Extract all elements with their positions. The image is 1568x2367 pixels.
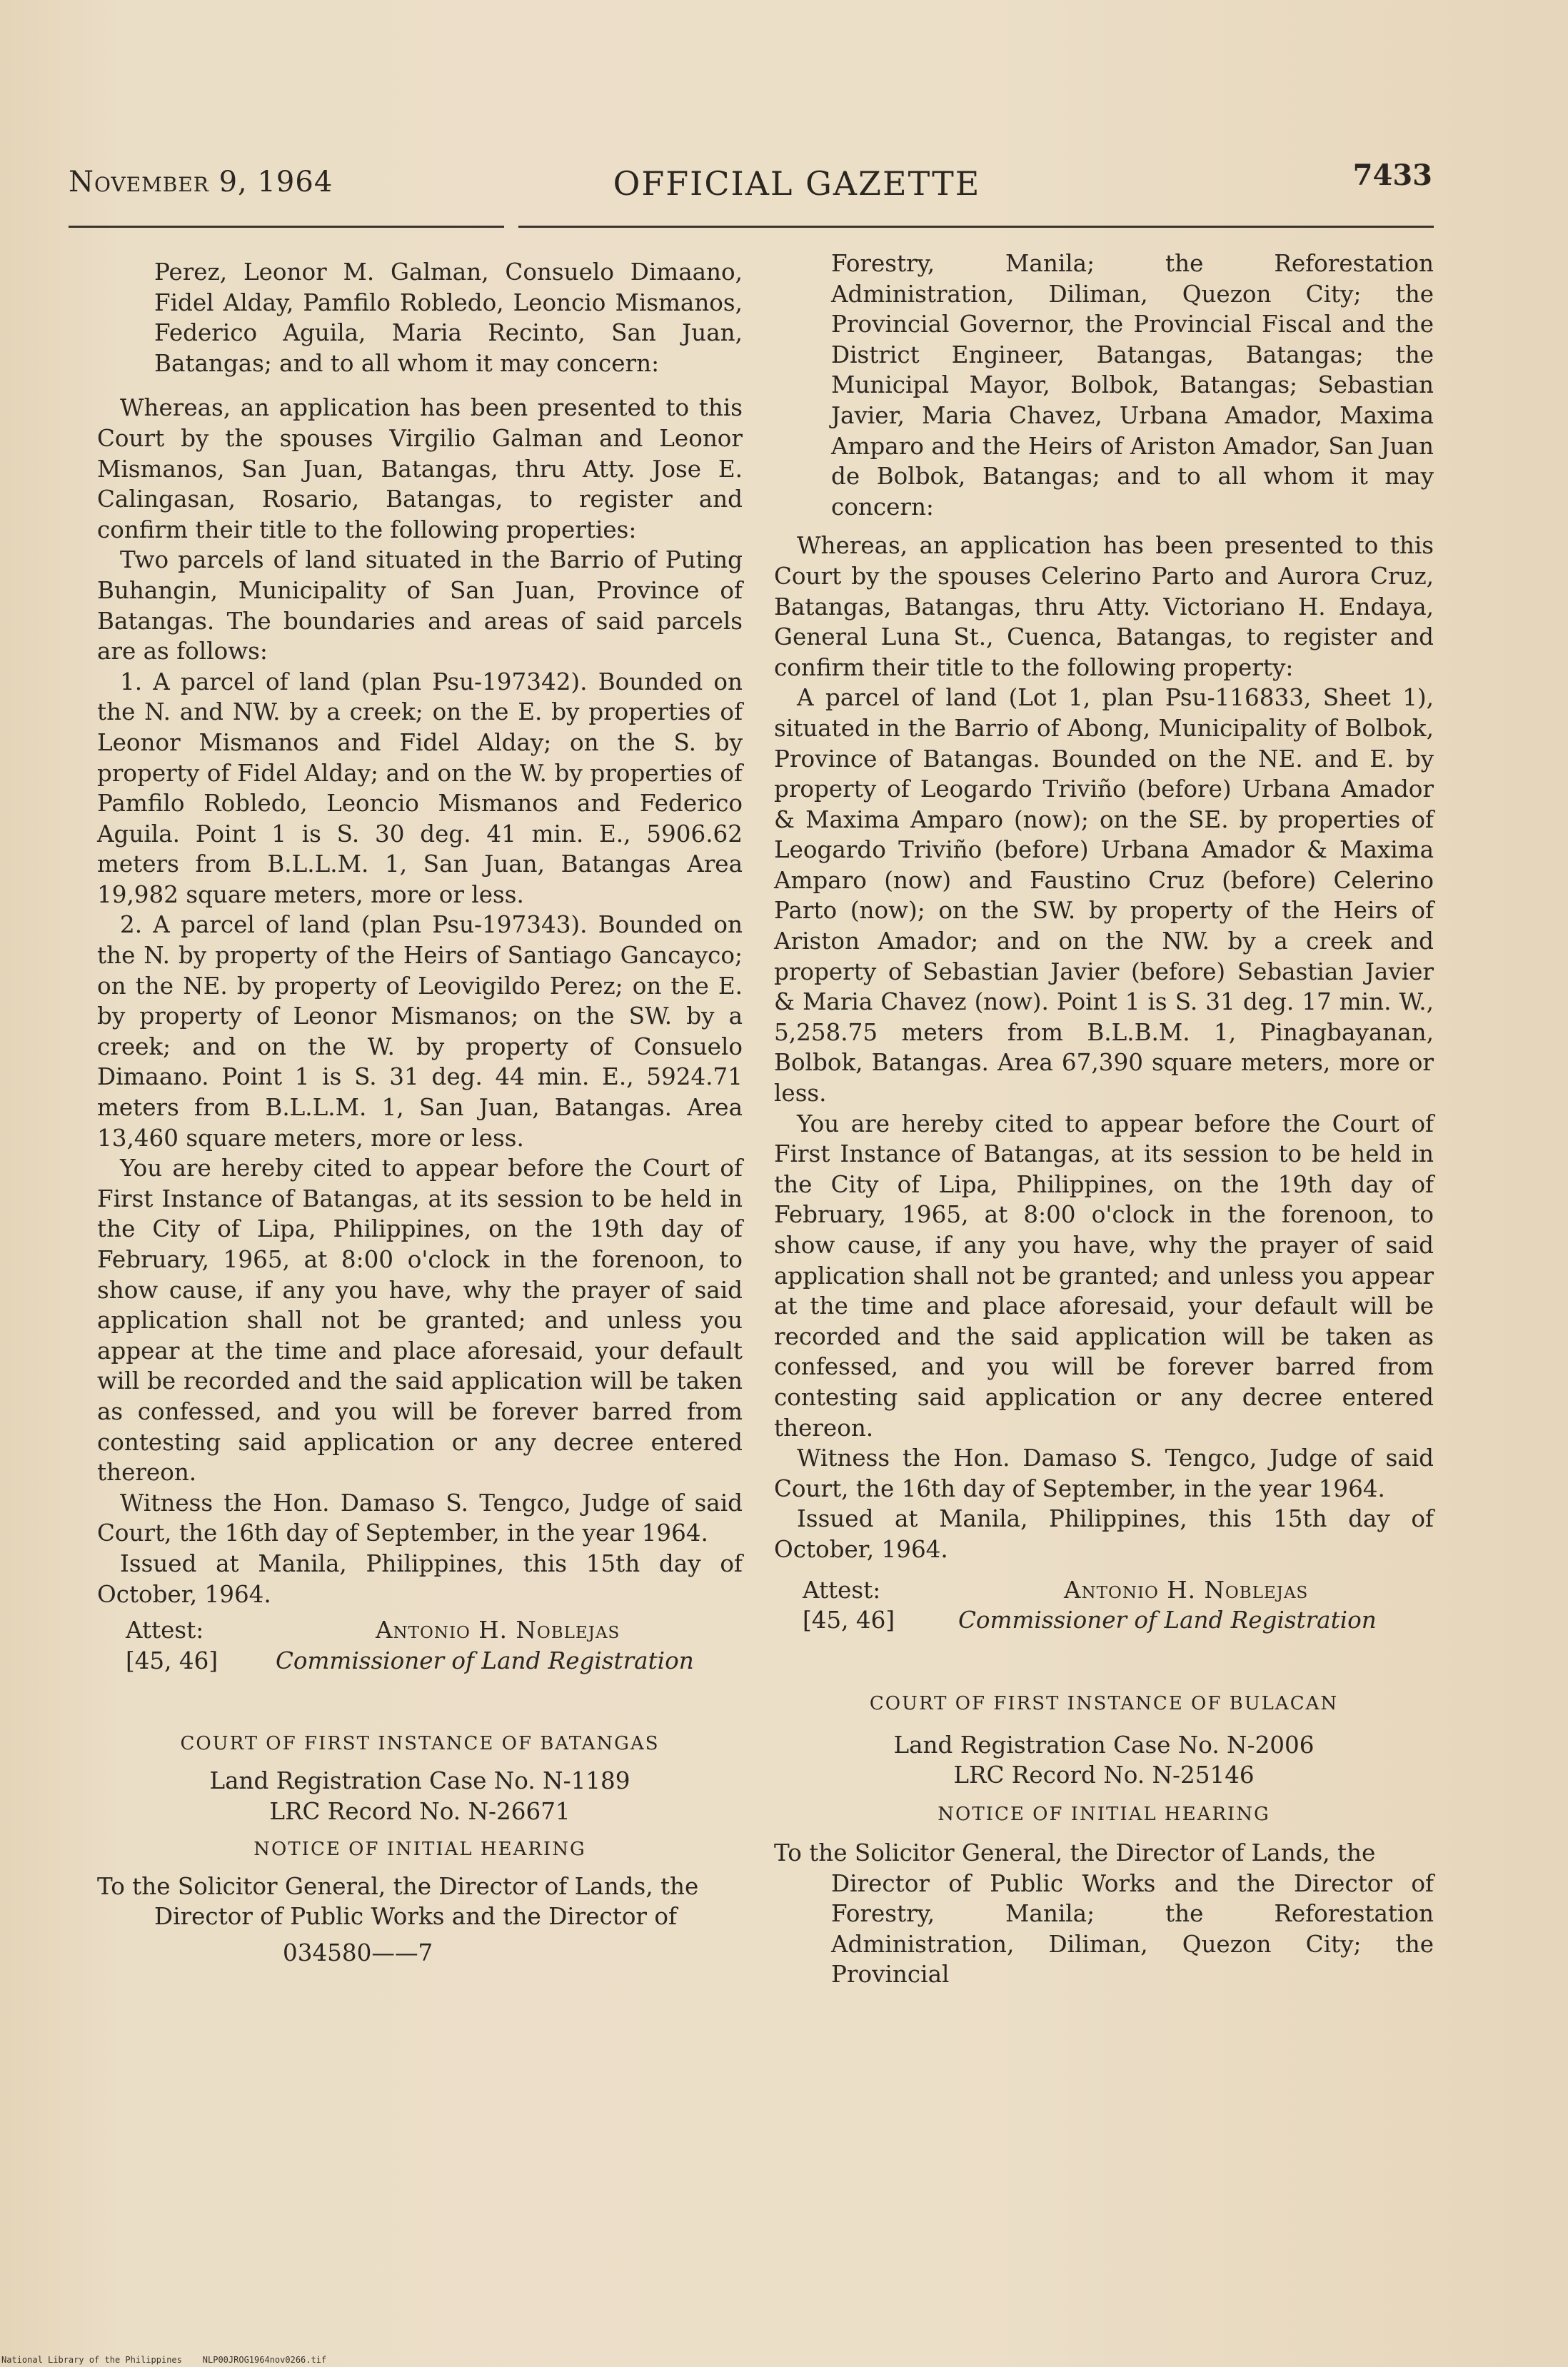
right-attest-name: Antonio H. Noblejas — [1064, 1576, 1309, 1604]
left-court-heading: COURT OF FIRST INSTANCE OF BATANGAS — [180, 1733, 660, 1755]
issue-date: November 9, 1964 — [69, 166, 333, 198]
left-parcel-1: 1. A parcel of land (plan Psu-197342). Bounded on the N. and NW. by a creek; on the E. by properties of Leonor Mismanos and Fidel Alday; on the S. by property of Fidel Alday; and on the W. by properties of Pamfilo Robledo, Leoncio Mismanos and Federico Aguila. Point 1 is S. 30 deg. 41 min. E., 5906.62 meters from B.L.L.M. 1, San Juan, Batangas Area 19,982 square meters, more or less. — [97, 668, 743, 908]
left-witness: Witness the Hon. Damaso S. Tengco, Judge of said Court, the 16th day of September, in the year 1964. — [97, 1489, 743, 1547]
left-attest-name: Antonio H. Noblejas — [376, 1617, 620, 1644]
left-lrc-record: LRC Record No. N-26671 — [269, 1797, 571, 1825]
right-issued: Issued at Manila, Philippines, this 15th day of October, 1964. — [774, 1505, 1434, 1563]
left-attest-title: Commissioner of Land Registration — [276, 1647, 694, 1674]
right-attest-title: Commissioner of Land Registration — [958, 1607, 1377, 1634]
right-attest-label: Attest: — [803, 1576, 881, 1604]
left-ref: [45, 46] — [126, 1647, 218, 1674]
left-case-number: Land Registration Case No. N-1189 — [209, 1767, 630, 1795]
right-column — [774, 248, 1434, 1990]
footer-library: National Library of the Philippines — [1, 2355, 182, 2365]
left-issued: Issued at Manila, Philippines, this 15th day of October, 1964. — [97, 1549, 743, 1608]
left-attest-label: Attest: — [126, 1617, 204, 1644]
left-whereas: Whereas, an application has been presented to this Court by the spouses Virgilio Galman and Leonor Mismanos, San Juan, Batangas, thru Atty. Jose E. Calingasan, Rosario, Batangas, to register and confirm their title to the following properties: — [97, 394, 743, 543]
footer-file: NLP00JROG1964nov0266.tif — [202, 2355, 327, 2365]
left-notice-heading: NOTICE OF INITIAL HEARING — [253, 1838, 586, 1860]
left-to-rest: Director of Public Works and the Director of — [154, 1903, 678, 1931]
right-lrc-record: LRC Record No. N-25146 — [953, 1762, 1255, 1789]
header-rule-left — [69, 226, 504, 228]
right-whereas: Whereas, an application has been presented to this Court by the spouses Celerino Parto and Aurora Cruz, Batangas, Batangas, thru Atty. Victoriano H. Endaya, General Luna St., Cuenca, Batangas, to register and confirm their title to the following property: — [774, 532, 1434, 681]
scan-footer — [1, 2355, 326, 2365]
right-attest-title-row — [774, 1605, 1434, 1636]
right-notice-heading: NOTICE OF INITIAL HEARING — [938, 1803, 1270, 1825]
right-to-first-line: To the Solicitor General, the Director of Lands, the — [774, 1839, 1376, 1866]
right-parcel: A parcel of land (Lot 1, plan Psu-116833, Sheet 1), situated in the Barrio of Abong, Municipality of Bolbok, Province of Batangas. Bounded on the NE. and E. by property of Leogardo Triviño (before) Urbana Amador & Maxima Amparo (now); on the SE. by properties of Leogardo Triviño (before) Urbana Amador & Maxima Amparo (now) and Faustino Cruz (before) Celerino Parto (now); on the SW. by property of the Heirs of Ariston Amador; and on the NW. by a creek and property of Sebastian Javier (before) Sebastian Javier & Maria Chavez (now). Point 1 is S. 31 deg. 17 min. W., 5,258.75 meters from B.L.B.M. 1, Pinagbayanan, Bolbok, Batangas. Area 67,390 square meters, more or less. — [774, 684, 1434, 1107]
right-witness: Witness the Hon. Damaso S. Tengco, Judge of said Court, the 16th day of September, in the year 1964. — [774, 1444, 1434, 1502]
left-to-first-line: To the Solicitor General, the Director of Lands, the — [97, 1872, 699, 1900]
page-number: 7433 — [1352, 159, 1432, 192]
left-column — [97, 257, 743, 1968]
left-attest-row — [97, 1615, 743, 1646]
left-attest-title-row — [97, 1646, 743, 1677]
header-rule-right — [518, 226, 1434, 228]
right-to-rest: Director of Public Works and the Director of Forestry, Manila; the Reforestation Administration, Diliman, Quezon City; the Provincial — [831, 1869, 1434, 1989]
right-citation: You are hereby cited to appear before the Court of First Instance of Batangas, at its session to be held in the City of Lipa, Philippines, on the 19th day of February, 1965, at 8:00 o'clock in the forenoon, to show cause, if any you have, why the prayer of said application shall not be granted; and unless you appear at the time and place aforesaid, your default will be recorded and the said application will be taken as confessed, and you will be forever barred from contesting said application or any decree entered thereon. — [774, 1110, 1434, 1442]
left-citation: You are hereby cited to appear before the Court of First Instance of Batangas, at its session to be held in the City of Lipa, Philippines, on the 19th day of February, 1965, at 8:00 o'clock in the forenoon, to show cause, if any you have, why the prayer of said application shall not be granted; and unless you appear at the time and place aforesaid, your default will be recorded and the said application will be taken as confessed, and you will be forever barred from contesting said application or any decree entered thereon. — [97, 1155, 743, 1487]
publication-title: OFFICIAL GAZETTE — [613, 164, 981, 203]
left-addressees: Perez, Leonor M. Galman, Consuelo Dimaano, Fidel Alday, Pamfilo Robledo, Leoncio Mismanos, Federico Aguila, Maria Recinto, San Juan, Batangas; and to all whom it may concern: — [154, 258, 743, 377]
page-header — [69, 159, 1432, 213]
left-parcels-intro: Two parcels of land situated in the Barrio of Puting Buhangin, Municipality of San Juan, Province of Batangas. The boundaries and areas of said parcels are as follows: — [97, 546, 743, 665]
right-attest-row — [774, 1575, 1434, 1606]
left-parcel-2: 2. A parcel of land (plan Psu-197343). Bounded on the N. by property of the Heirs of Santiago Gancayco; on the NE. by property of Leovigildo Perez; on the E. by property of Leonor Mismanos; on the SW. by a creek; and on the W. by property of Consuelo Dimaano. Point 1 is S. 31 deg. 44 min. E., 5924.71 meters from B.L.L.M. 1, San Juan, Batangas. Area 13,460 square meters, more or less. — [97, 911, 743, 1152]
right-ref: [45, 46] — [803, 1607, 895, 1634]
right-court-heading: COURT OF FIRST INSTANCE OF BULACAN — [869, 1692, 1339, 1714]
right-case-number: Land Registration Case No. N-2006 — [893, 1731, 1315, 1759]
right-addressees: Forestry, Manila; the Reforestation Administration, Diliman, Quezon City; the Provincial Governor, the Provincial Fiscal and the District Engineer, Batangas, Batangas; the Municipal Mayor, Bolbok, Batangas; Sebastian Javier, Maria Chavez, Urbana Amador, Maxima Amparo and the Heirs of Ariston Amador, San Juan de Bolbok, Batangas; and to all whom it may concern: — [831, 250, 1434, 521]
print-code: 034580——7 — [283, 1939, 433, 1966]
